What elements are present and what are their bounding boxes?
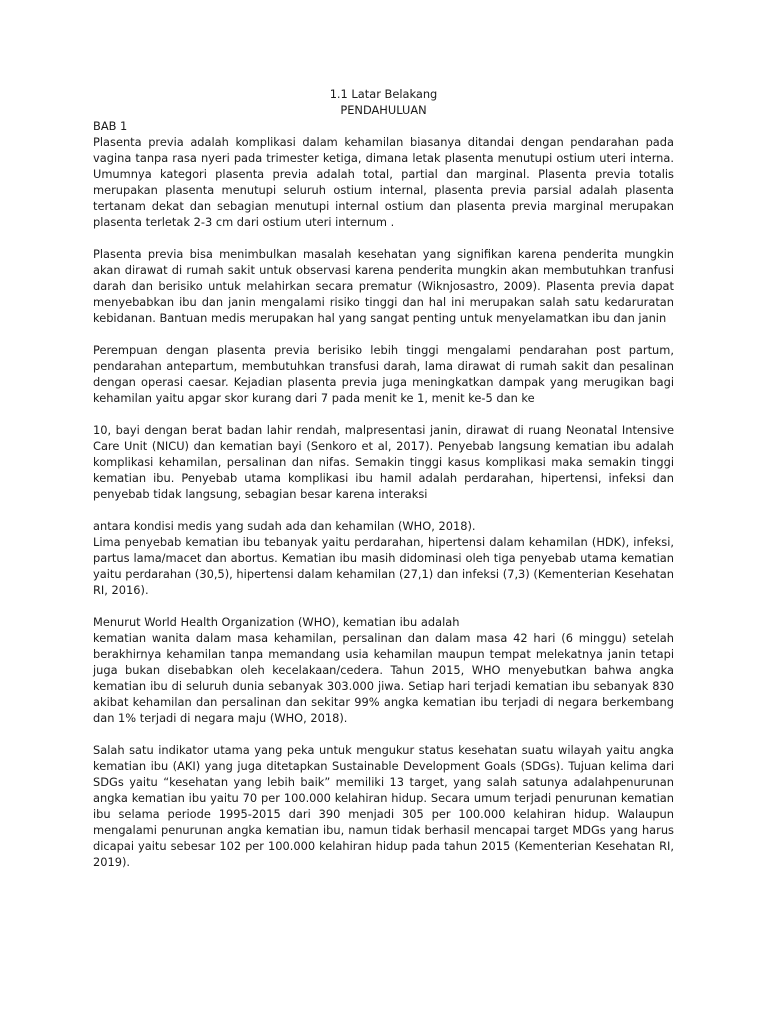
paragraph-6: Lima penyebab kematian ibu tebanyak yaitu perdarahan, hipertensi dalam kehamilan (HDK), infeksi, partus lama/macet dan abortus. Kematian ibu masih didominasi oleh tiga penyebab utama kematian yaitu perdarahan (30,5), hipertensi dalam kehamilan (27,1) dan infeksi (7,3) (Kementerian Kesehatan RI, 2016). <box>93 535 674 597</box>
paragraph-5: antara kondisi medis yang sudah ada dan kehamilan (WHO, 2018). <box>93 519 476 533</box>
document-page <box>93 86 674 870</box>
paragraph-8: kematian wanita dalam masa kehamilan, persalinan dan dalam masa 42 hari (6 minggu) setelah berakhirnya kehamilan tanpa memandang usia kehamilan maupun tempat melekatnya janin tetapi juga bukan disebabkan oleh kecelakaan/cedera. Tahun 2015, WHO menyebutkan bahwa angka kematian ibu di seluruh dunia sebanyak 303.000 jiwa. Setiap hari terjadi kematian ibu sebanyak 830 akibat kehamilan dan persalinan dan sekitar 99% angka kematian ibu terjadi di negara berkembang dan 1% terjadi di negara maju (WHO, 2018). <box>93 631 674 725</box>
chapter-title: PENDAHULUAN <box>340 103 427 117</box>
paragraph-9: Salah satu indikator utama yang peka untuk mengukur status kesehatan suatu wilayah yaitu angka kematian ibu (AKI) yang juga ditetapkan Sustainable Development Goals (SDGs). Tujuan kelima dari SDGs yaitu “kesehatan yang lebih baik” memiliki 13 target, yang salah satunya adalahpenurunan angka kematian ibu yaitu 70 per 100.000 kelahiran hidup. Secara umum terjadi penurunan kematian ibu selama periode 1995-2015 dari 390 menjadi 305 per 100.000 kelahiran hidup. Walaupun mengalami penurunan angka kematian ibu, namun tidak berhasil mencapai target MDGs yang harus dicapai yaitu sebesar 102 per 100.000 kelahiran hidup pada tahun 2015 (Kementerian Kesehatan RI, 2019). <box>93 743 674 869</box>
paragraph-1: Plasenta previa adalah komplikasi dalam kehamilan biasanya ditandai dengan pendarahan pada vagina tanpa rasa nyeri pada trimester ketiga, dimana letak plasenta menutupi ostium uteri interna. Umumnya kategori plasenta previa adalah total, partial dan marginal. Plasenta previa totalis merupakan plasenta menutupi seluruh ostium internal, plasenta previa parsial adalah plasenta tertanam dekat dan sebagian menutupi internal ostium dan plasenta previa marginal merupakan plasenta terletak 2-3 cm dari ostium uteri internum . <box>93 135 674 229</box>
section-heading: 1.1 Latar Belakang <box>329 87 438 101</box>
paragraph-7: Menurut World Health Organization (WHO), kematian ibu adalah <box>93 615 460 629</box>
chapter-label: BAB 1 <box>93 119 128 133</box>
paragraph-4: 10, bayi dengan berat badan lahir rendah, malpresentasi janin, dirawat di ruang Neonatal Intensive Care Unit (NICU) dan kematian bayi (Senkoro et al, 2017). Penyebab langsung kematian ibu adalah komplikasi kehamilan, persalinan dan nifas. Semakin tinggi kasus komplikasi maka semakin tinggi kematian ibu. Penyebab utama komplikasi ibu hamil adalah perdarahan, hipertensi, infeksi dan penyebab tidak langsung, sebagian besar karena interaksi <box>93 423 674 501</box>
paragraph-2: Plasenta previa bisa menimbulkan masalah kesehatan yang signifikan karena penderita mungkin akan dirawat di rumah sakit untuk observasi karena penderita mungkin akan membutuhkan tranfusi darah dan berisiko untuk melahirkan secara prematur (Wiknjosastro, 2009). Plasenta previa dapat menyebabkan ibu dan janin mengalami risiko tinggi dan hal ini merupakan salah satu kedaruratan kebidanan. Bantuan medis merupakan hal yang sangat penting untuk menyelamatkan ibu dan janin <box>93 247 674 325</box>
paragraph-3: Perempuan dengan plasenta previa berisiko lebih tinggi mengalami pendarahan post partum, pendarahan antepartum, membutuhkan transfusi darah, lama dirawat di rumah sakit dan pesalinan dengan operasi caesar. Kejadian plasenta previa juga meningkatkan dampak yang merugikan bagi kehamilan yaitu apgar skor kurang dari 7 pada menit ke 1, menit ke-5 dan ke <box>93 343 674 405</box>
